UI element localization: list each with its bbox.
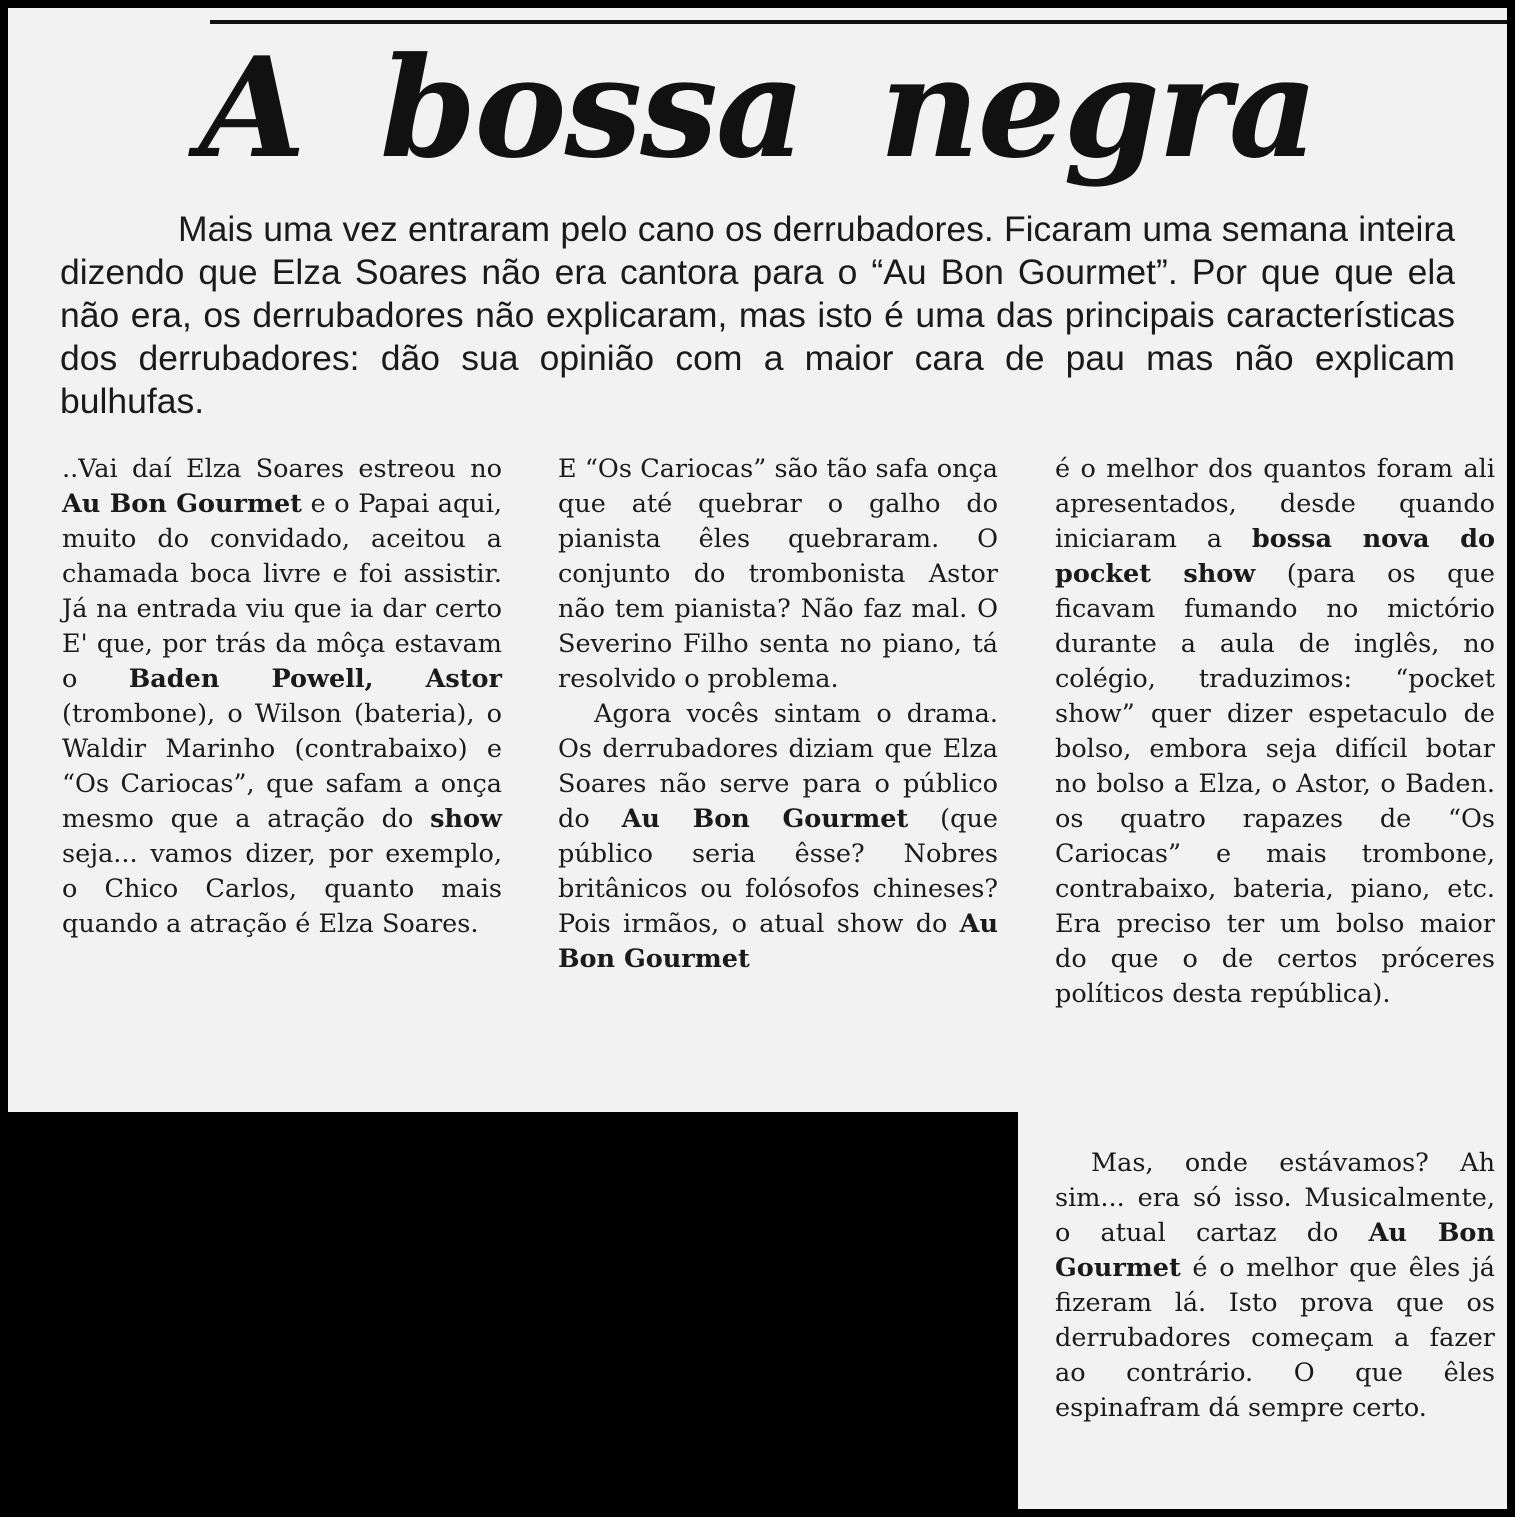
column-2-bold-2: Au Bon Gourmet bbox=[558, 909, 998, 974]
column-2-bold-1: Au Bon Gourmet bbox=[621, 804, 909, 834]
column-3-text-2: (para os que ficavam fumando no mictório durante a aula de inglês, no colégio, traduzimos: “pocket show” quer dizer espetaculo de bolso, embora seja difícil botar no bolso a Elza, o Astor, o Baden. os quatro rapazes de “Os Cariocas” e mais trombone, contrabaixo, bateria, piano, etc. Era preciso ter um bolso maior do que o de certos próceres políticos desta república). bbox=[1055, 559, 1495, 1009]
column-1-bold-2: Baden Powell, Astor bbox=[128, 664, 502, 694]
article-column-2 bbox=[558, 452, 998, 977]
column-2-paragraph-2 bbox=[558, 697, 998, 977]
column-1-bold-3: show bbox=[430, 804, 502, 834]
column-3-paragraph bbox=[1055, 452, 1495, 1012]
column-3-text-1: é o melhor dos quantos foram ali apresentados, desde quando iniciaram a bbox=[1055, 454, 1495, 554]
article-column-3 bbox=[1055, 452, 1495, 1012]
column-3b-bold-1: Au Bon Gourmet bbox=[1055, 1218, 1495, 1283]
article-column-1 bbox=[62, 452, 502, 942]
column-3-bold-1: bossa nova do pocket show bbox=[1055, 524, 1495, 589]
column-1-text-4: seja... vamos dizer, por exemplo, o Chico Carlos, quanto mais quando a atração é Elza Soares. bbox=[62, 839, 502, 939]
column-3b-paragraph bbox=[1055, 1146, 1495, 1426]
article-column-3-continued bbox=[1055, 1146, 1495, 1426]
column-1-text-3: (trombone), o Wilson (bateria), o Waldir Marinho (contrabaixo) e “Os Cariocas”, que safam a onça mesmo que a atração do bbox=[62, 699, 502, 834]
column-1-paragraph bbox=[62, 452, 502, 942]
column-2-paragraph-1: E “Os Cariocas” são tão safa onça que até quebrar o galho do pianista êles quebraram. O conjunto do trombonista Astor não tem pianista? Não faz mal. O Severino Filho senta no piano, tá resolvido o problema. bbox=[558, 454, 998, 694]
lede-paragraph: Mais uma vez entraram pelo cano os derrubadores. Ficaram uma semana inteira dizendo que Elza Soares não era cantora para o “Au Bon Gourmet”. Por que que ela não era, os derrubadores não explicaram, mas isto é uma das principais características dos derrubadores: dão sua opinião com a maior cara de pau mas não explicam bulhufas. bbox=[60, 209, 1455, 421]
column-2-text-1: Agora vocês sintam o drama. Os derrubadores diziam que Elza Soares não serve para o público do bbox=[558, 699, 998, 834]
column-1-text-1: ..Vai daí Elza Soares estreou no bbox=[62, 454, 502, 484]
headline: A bossa negra bbox=[198, 26, 1317, 189]
column-3b-text-2: é o melhor que êles já fizeram lá. Isto prova que os derrubadores começam a fazer ao contrário. O que êles espinafram dá sempre certo. bbox=[1055, 1253, 1495, 1423]
column-1-bold-1: Au Bon Gourmet bbox=[62, 489, 302, 519]
column-1-text-2: e o Papai aqui, muito do convidado, aceitou a chamada boca livre e foi assistir. Já na entrada viu que ia dar certo E' que, por trás da môça estavam o bbox=[62, 489, 502, 694]
top-rule bbox=[210, 20, 1507, 24]
column-2-text-2: (que público seria êsse? Nobres britânicos ou folósofos chineses? Pois irmãos, o atual show do bbox=[558, 804, 998, 939]
column-3b-text-1: Mas, onde estávamos? Ah sim... era só isso. Musicalmente, o atual cartaz do bbox=[1055, 1148, 1495, 1248]
